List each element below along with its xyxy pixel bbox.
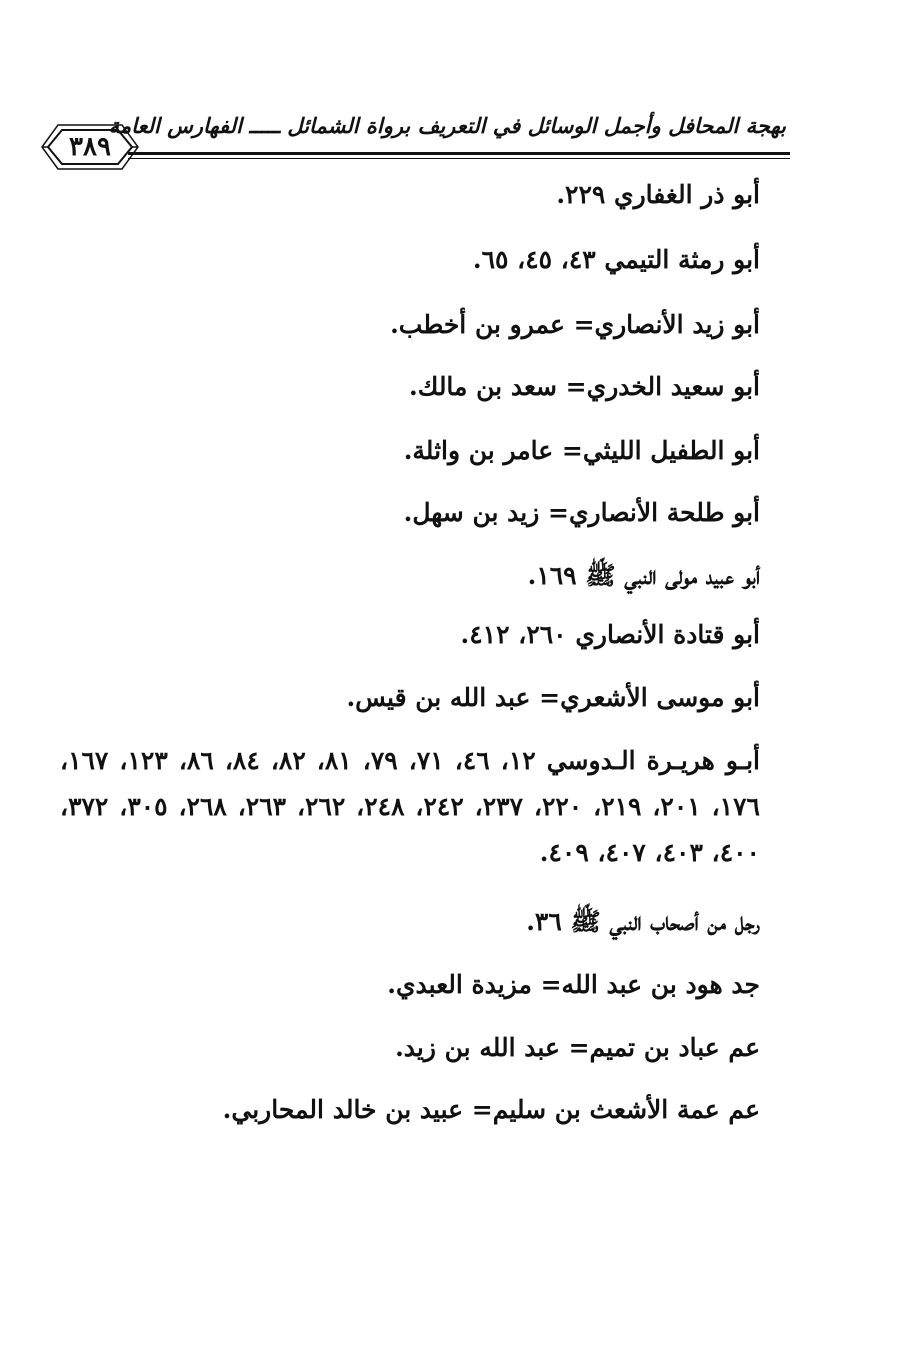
running-header: بهجة المحافل وأجمل الوسائل في التعريف برواة الشمائل ـــــ الفهارس العامة [108,113,786,138]
index-entry: أبو عبيد مولى النبي ﷺ ١٦٩. [527,561,760,590]
index-entry: أبو سعيد الخدري= سعد بن مالك. [409,372,760,401]
index-entry: أبو طلحة الأنصاري= زيد بن سهل. [403,498,760,527]
index-entry: أبو زيد الأنصاري= عمرو بن أخطب. [390,310,760,339]
header-rule-thin [128,158,790,159]
index-entry: عم عمة الأشعث بن سليم= عبيد بن خالد المحاربي. [222,1095,760,1124]
index-entry: عم عباد بن تميم= عبد الله بن زيد. [395,1033,760,1062]
index-entry: أبو ذر الغفاري ٢٢٩. [556,180,760,209]
index-entry-multiline: أبـو هريـرة الـدوسي ١٢، ٤٦، ٧١، ٧٩، ٨١، ٨٢، ٨٤، ٨٦، ١٢٣، ١٦٧، ١٧٦، ٢٠١، ٢١٩، ٢٢٠، ٢٣٧، ٢٤٢، ٢٤٨، ٢٦٢، ٢٦٣، ٢٦٨، ٣٠٥، ٣٧٢، ٤٠٠، ٤٠٣، ٤٠٧، ٤٠٩. [60,746,760,867]
index-entry: رجل من أصحاب النبي ﷺ ٣٦. [526,907,760,936]
header-rule [128,152,790,155]
index-entry: جد هود بن عبد الله= مزيدة العبدي. [387,970,760,999]
index-entry: أبو موسى الأشعري= عبد الله بن قيس. [346,683,760,712]
index-entry: أبو رمثة التيمي ٤٣، ٤٥، ٦٥. [472,245,760,274]
index-entry: أبو قتادة الأنصاري ٢٦٠، ٤١٢. [460,620,760,649]
page-number: ٣٨٩ [69,132,111,162]
index-entry: أبو الطفيل الليثي= عامر بن واثلة. [403,436,760,465]
